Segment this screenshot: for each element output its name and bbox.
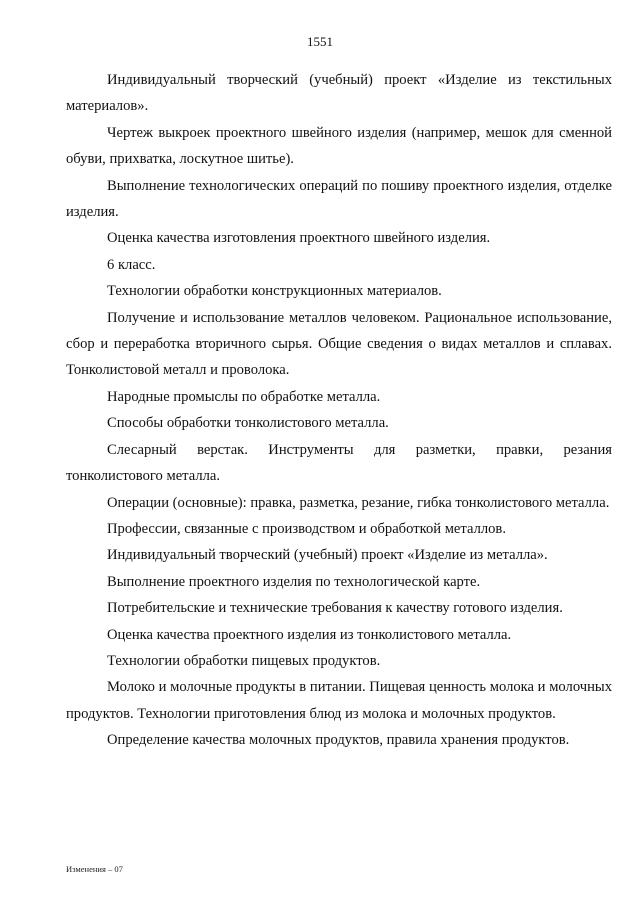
paragraph: Профессии, связанные с производством и обработкой металлов.: [107, 520, 506, 537]
paragraph: Получение и использование металлов человеком. Рациональное использование, сбор и переработка вторичного сырья. Общие сведения о видах металлов и сплавах. Тонколистовой металл и проволока.: [66, 309, 612, 379]
paragraph: Индивидуальный творческий (учебный) проект «Изделие из текстильных материалов».: [66, 72, 612, 115]
paragraph: Индивидуальный творческий (учебный) проект «Изделие из металла».: [107, 547, 548, 564]
page-number: 1551: [307, 34, 333, 49]
footer-amendment-note: Изменения – 07: [66, 864, 123, 874]
paragraph: Народные промыслы по обработке металла.: [107, 388, 381, 405]
paragraph: Определение качества молочных продуктов, правила хранения продуктов.: [107, 732, 570, 749]
paragraph: Оценка качества проектного изделия из тонколистового металла.: [107, 626, 512, 643]
paragraph: Выполнение проектного изделия по технологической карте.: [107, 573, 481, 590]
paragraph: 6 класс.: [107, 256, 156, 273]
paragraph: Выполнение технологических операций по пошиву проектного изделия, отделке изделия.: [66, 177, 612, 221]
paragraph: Операции (основные): правка, разметка, резание, гибка тонколистового металла.: [107, 494, 610, 511]
paragraph: Молоко и молочные продукты в питании. Пищевая ценность молока и молочных продуктов. Технологии приготовления блюд из молока и молочных продуктов.: [66, 679, 612, 722]
paragraph: Способы обработки тонколистового металла.: [107, 415, 389, 432]
paragraph: Слесарный верстак. Инструменты для разметки, правки, резания тонколистового металла.: [66, 441, 612, 485]
paragraph: Потребительские и технические требования к качеству готового изделия.: [107, 600, 563, 617]
paragraph: Чертеж выкроек проектного швейного изделия (например, мешок для сменной обуви, прихватка, лоскутное шитье).: [66, 124, 612, 168]
document-body: [66, 67, 612, 754]
paragraph: Оценка качества изготовления проектного швейного изделия.: [107, 230, 491, 247]
paragraph: Технологии обработки конструкционных материалов.: [107, 283, 442, 300]
paragraph: Технологии обработки пищевых продуктов.: [107, 652, 381, 669]
